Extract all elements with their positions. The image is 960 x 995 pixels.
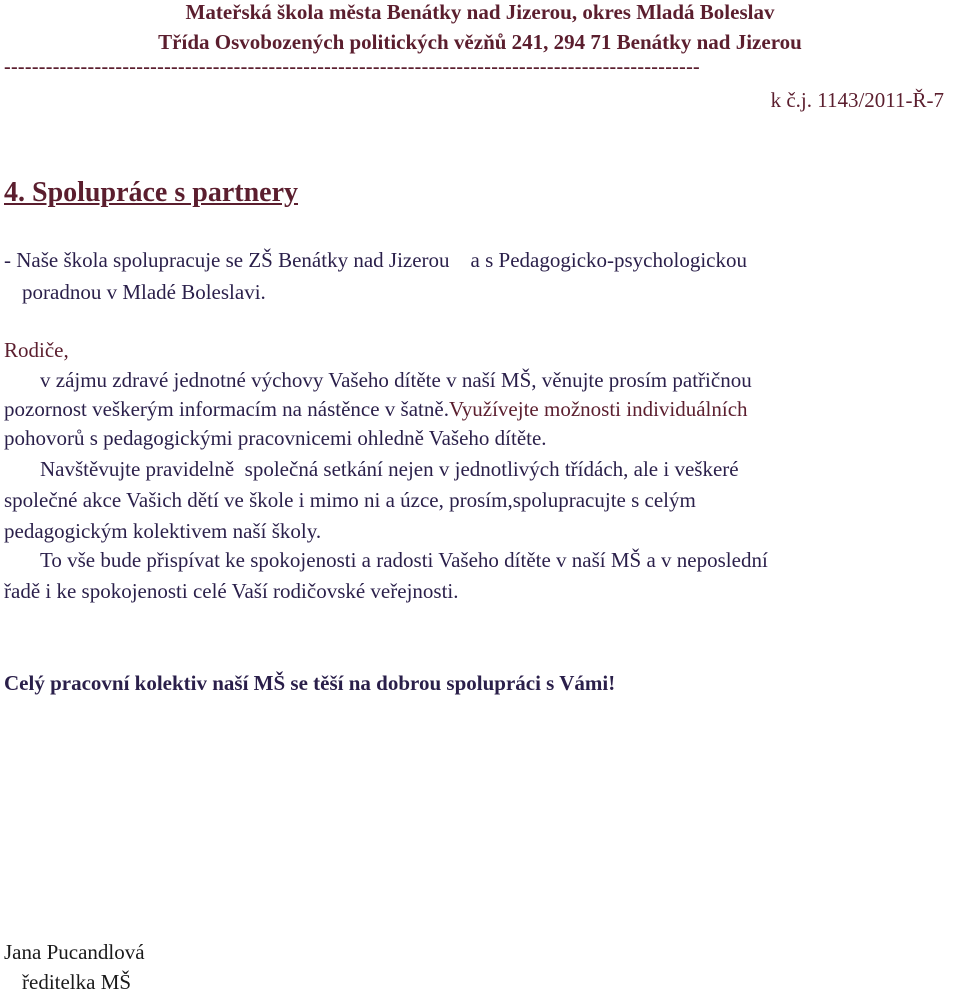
paragraph-1-line-2-part-b: Využívejte možnosti individuálních — [448, 397, 748, 421]
school-name: Mateřská škola města Benátky nad Jizerou, okres Mladá Boleslav — [185, 0, 775, 24]
cooperation-line-1: - Naše škola spolupracuje se ZŠ Benátky nad Jizerou a s Pedagogicko-psychologickou — [4, 248, 747, 272]
header-separator: ---------------------------------------------------------------------------------------------------- — [4, 56, 701, 78]
signature-role: ředitelka MŠ — [22, 970, 132, 994]
closing-statement: Celý pracovní kolektiv naší MŠ se těší na dobrou spolupráci s Vámi! — [4, 671, 616, 695]
salutation: Rodiče, — [4, 338, 69, 362]
paragraph-1-line-3: pohovorů s pedagogickými pracovnicemi ohledně Vašeho dítěte. — [4, 426, 547, 450]
school-address: Třída Osvobozených politických vězňů 241, 294 71 Benátky nad Jizerou — [158, 30, 802, 54]
paragraph-2-line-1: Navštěvujte pravidelně společná setkání nejen v jednotlivých třídách, ale i veškeré — [40, 457, 739, 481]
paragraph-3-line-2: řadě i ke spokojenosti celé Vaší rodičovské veřejnosti. — [4, 579, 459, 603]
cooperation-line-2: poradnou v Mladé Boleslavi. — [22, 280, 266, 304]
section-title: 4. Spolupráce s partnery — [4, 177, 298, 208]
paragraph-2-line-3: pedagogickým kolektivem naší školy. — [4, 519, 322, 543]
signature-name: Jana Pucandlová — [4, 940, 145, 964]
paragraph-1-line-1: v zájmu zdravé jednotné výchovy Vašeho dítěte v naší MŠ, věnujte prosím patřičnou — [40, 368, 752, 392]
paragraph-3-line-1: To vše bude přispívat ke spokojenosti a radosti Vašeho dítěte v naší MŠ a v neposlední — [40, 548, 768, 572]
paragraph-2-line-2: společné akce Vašich dětí ve škole i mimo ni a úzce, prosím,spolupracujte s celým — [4, 488, 696, 512]
paragraph-1-line-2-part-a: pozornost veškerým informacím na nástěnce v šatně. — [4, 397, 449, 421]
paragraph-1-line-2 — [4, 397, 748, 422]
reference-number: k č.j. 1143/2011-Ř-7 — [770, 88, 944, 112]
